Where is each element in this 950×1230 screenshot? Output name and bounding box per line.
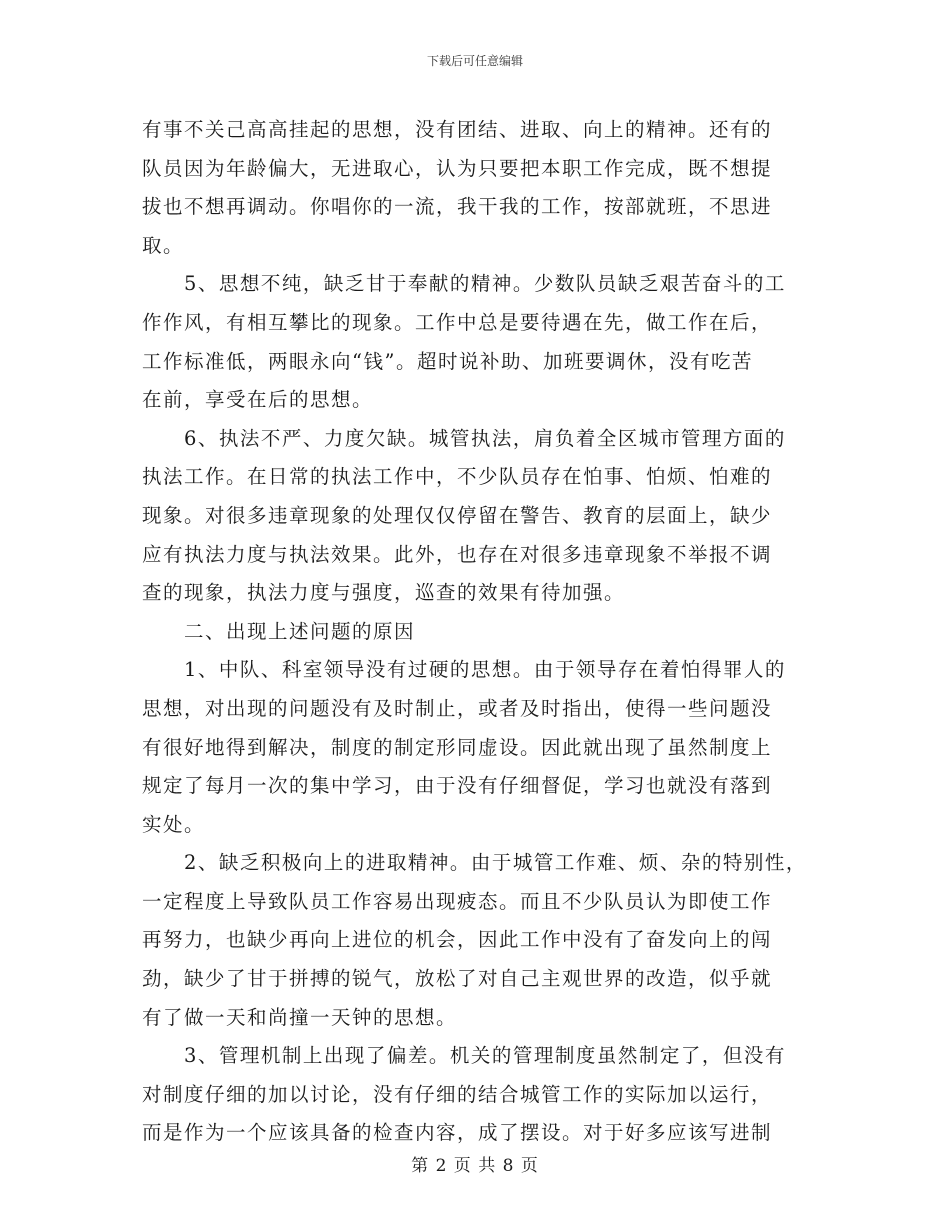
text-line: 3、管理机制上出现了偏差。机关的管理制度虽然制定了，但没有 xyxy=(142,1044,786,1068)
text-line: 而是作为一个应该具备的检查内容，成了摆设。对于好多应该写进制 xyxy=(142,1121,773,1145)
text-line: 作作风，有相互攀比的现象。工作中总是要待遇在先，做工作在后， xyxy=(142,310,773,334)
text-line: 查的现象，执法力度与强度，巡查的效果有待加强。 xyxy=(142,581,626,605)
text-line: 现象。对很多违章现象的处理仅仅停留在警告、教育的层面上，缺少 xyxy=(142,503,773,527)
text-line: 一定程度上导致队员工作容易出现疲态。而且不少队员认为即使工作 xyxy=(142,889,773,913)
text-line: 6、执法不严、力度欠缺。城管执法，肩负着全区城市管理方面的 xyxy=(142,426,786,450)
page-header: 下载后可任意编辑 xyxy=(426,54,523,68)
text-line: 取。 xyxy=(142,233,185,257)
text-line: 队员因为年龄偏大，无进取心，认为只要把本职工作完成，既不想提 xyxy=(142,156,773,180)
text-line: 有了做一天和尚撞一天钟的思想。 xyxy=(142,1005,458,1029)
text-line: 在前，享受在后的思想。 xyxy=(142,388,374,412)
document-body xyxy=(142,111,822,1153)
text-line: 对制度仔细的加以讨论，没有仔细的结合城管工作的实际加以运行， xyxy=(142,1082,773,1106)
text-line: 拔也不想再调动。你唱你的一流，我干我的工作，按部就班，不思进 xyxy=(142,195,773,219)
text-line: 思想，对出现的问题没有及时制止，或者及时指出，使得一些问题没 xyxy=(142,696,773,720)
section-heading: 二、出现上述问题的原因 xyxy=(142,619,416,643)
text-line: 应有执法力度与执法效果。此外，也存在对很多违章现象不举报不调 xyxy=(142,542,773,566)
text-line: 再努力，也缺少再向上进位的机会，因此工作中没有了奋发向上的闯 xyxy=(142,928,773,952)
text-line: 有事不关己高高挂起的思想，没有团结、进取、向上的精神。还有的 xyxy=(142,118,773,141)
text-line: 执法工作。在日常的执法工作中，不少队员存在怕事、怕烦、怕难的 xyxy=(142,465,773,489)
text-line: 劲，缺少了甘于拼搏的锐气，放松了对自己主观世界的改造，似乎就 xyxy=(142,967,773,991)
text-line: 5、思想不纯，缺乏甘于奉献的精神。少数队员缺乏艰苦奋斗的工 xyxy=(142,272,786,296)
text-line: 有很好地得到解决，制度的制定形同虚设。因此就出现了虽然制度上 xyxy=(142,735,773,759)
text-line: 2、缺乏积极向上的进取精神。由于城管工作难、烦、杂的特别性， xyxy=(142,851,807,875)
text-line: 工作标准低，两眼永向“钱”。超时说补助、加班要调休，没有吃苦 xyxy=(142,349,753,373)
text-line: 规定了每月一次的集中学习，由于没有仔细督促，学习也就没有落到 xyxy=(142,774,773,798)
text-line: 1、中队、科室领导没有过硬的思想。由于领导存在着怕得罪人的 xyxy=(142,658,786,682)
page-number: 第 2 页 共 8 页 xyxy=(411,1156,539,1176)
text-line: 实处。 xyxy=(142,812,206,836)
